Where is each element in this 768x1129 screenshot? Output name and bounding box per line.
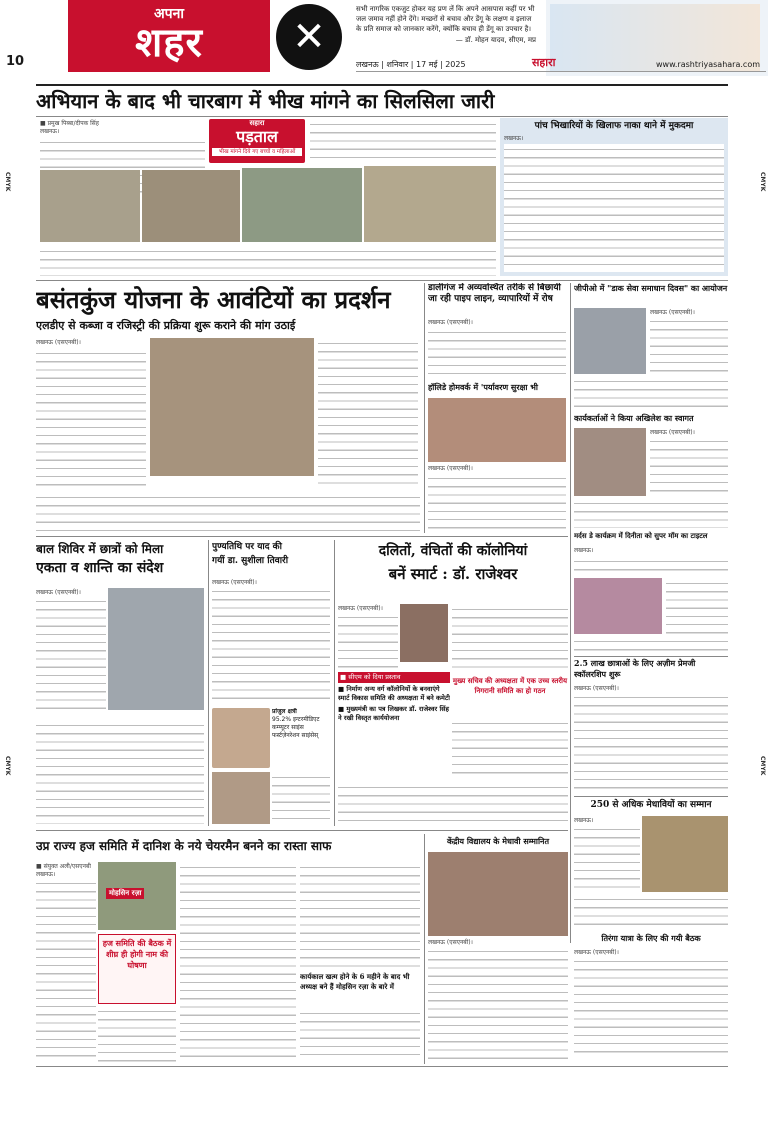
story2-col1: [36, 338, 146, 488]
story7-headline: मर्दस डे कार्यक्रम में दिनीता को सुपर मॉम का टाइटल: [574, 531, 708, 540]
story10-headline-line2: बनें स्मार्ट : डॉ. राजेश्वर: [388, 565, 518, 583]
story10-portrait: [400, 604, 448, 662]
section-logo: [68, 0, 270, 72]
section-logo-top: अपना: [153, 6, 185, 22]
x-social-icon: ✕: [276, 4, 342, 70]
story2-body-bottom: [36, 492, 420, 532]
story14-headline-wrap: [36, 834, 420, 860]
story15-headline-wrap: [428, 834, 568, 850]
story10-bullet2: ■ निर्माण अन्य वर्ग कॉलोनियों के बनवाएंगे स्मार्ट विकास समिति की अध्यक्षता में बने कमेटी: [338, 685, 450, 702]
story8-body-bottom: [36, 720, 204, 824]
story3-body-wrap: [428, 318, 566, 378]
story14-col1: [36, 862, 96, 1062]
story14-byline: ■ संयुक्त अली/एसएनबी: [36, 863, 91, 870]
divider: [574, 796, 728, 797]
story8-photo: [108, 588, 204, 710]
story6-headline-wrap: [574, 412, 728, 426]
story2-photo: [150, 338, 314, 476]
story5-col: [650, 308, 728, 374]
sahara-padtaal-badge: [209, 119, 305, 163]
story9-headline-line1: पुण्यतिथि पर याद की: [212, 542, 282, 552]
masthead: [0, 0, 768, 76]
story3-place: लखनऊ (एसएनबी)।: [428, 319, 473, 326]
bottom-rule: [36, 1066, 728, 1067]
story14-place: लखनऊ।: [36, 871, 56, 878]
story10-pullquote: मुख्य सचिव की अध्यक्षता में एक उच्च स्तरीय निगरानी समिति का हो गठन: [452, 676, 568, 695]
divider: [36, 830, 568, 831]
registration-mark: CMYK: [4, 756, 11, 776]
dateline: [356, 58, 766, 72]
story1-side-headline: पांच भिखारियों के खिलाफ नाका थाने में मुकदमा: [534, 121, 694, 131]
story15-photo: [428, 852, 568, 936]
story2-col3: [318, 338, 418, 488]
story1-sidebar: [500, 118, 728, 276]
story5-photo: [574, 308, 646, 374]
story10-body-bottom: [338, 782, 568, 826]
story14-col4-top: [300, 862, 420, 970]
story10-headline-line1: दलितों, वंचितों की कॉलोनियां: [378, 543, 528, 559]
story7-body-side: [666, 578, 728, 634]
story3-headline-wrap: [428, 283, 566, 317]
story11-body-wrap: [574, 684, 728, 794]
divider: [36, 280, 728, 281]
story7-place: लखनऊ।: [574, 547, 594, 554]
story5-body: [650, 316, 728, 374]
page-number: 10: [6, 54, 25, 69]
divider: [36, 116, 728, 117]
story13-headline-wrap: [574, 932, 728, 946]
story1-headline-wrap: [36, 88, 728, 114]
story1-byline: ■ प्रमुख पिब्बा/दीपक सिंह: [40, 120, 99, 127]
story5-headline-wrap: [574, 283, 728, 307]
story4-body: [428, 473, 566, 531]
story6-photo: [574, 428, 646, 496]
quote-box: [356, 4, 536, 45]
story8-headline-wrap: [36, 540, 204, 584]
registration-mark: CMYK: [4, 172, 11, 192]
story4-photo: [428, 398, 566, 462]
story6-body: [650, 436, 728, 496]
story15-headline: केंद्रीय विद्यालय के मेधावी सम्मानित: [446, 836, 550, 846]
story11-body: [574, 692, 728, 792]
story14-pullquote-wrap: [98, 934, 176, 1004]
story8-col1: [36, 588, 106, 718]
story11-place: लखनऊ (एसएनबी)।: [574, 685, 619, 692]
story14-body: [36, 878, 96, 1060]
story10-bullet3: ■ मुख्यमंत्री का पत्र लिखकर डॉ. राजेश्वर सिंह ने रखी विस्तृत कार्ययोजना: [338, 705, 449, 722]
story2-subhead-wrap: [36, 318, 420, 334]
story9-body-wrap: [212, 578, 330, 706]
story12-body: [574, 824, 640, 890]
story1-photo-3: [242, 168, 362, 242]
story4-place: लखनऊ (एसएनबी)।: [428, 465, 473, 472]
story13-place: लखनऊ (एसएनबी)।: [574, 949, 619, 956]
story9-body-bottom: [272, 772, 330, 824]
divider: [574, 656, 728, 657]
story13-body: [574, 956, 728, 1056]
quote-author: — डॉ. मोहन यादव, सीएम, मप्र: [455, 36, 536, 44]
story10-bullet1: ■ सीएम को दिया प्रस्ताव: [338, 672, 450, 683]
story10-col2-bottom: [452, 718, 568, 780]
story6-place: लखनऊ (एसएनबी)।: [650, 429, 695, 436]
story10-col2-top: [452, 604, 568, 674]
badge-main: पड़ताल: [236, 127, 278, 146]
story1-headline: अभियान के बाद भी चारबाग में भीख मांगने का सिलसिला जारी: [36, 89, 495, 113]
city-date: लखनऊ | शनिवार | 17 मई | 2025: [356, 60, 466, 69]
story11-headline: 2.5 लाख छात्राओं के लिए अज़ीम प्रेमजी स्कॉलरशिप शुरू: [574, 658, 696, 679]
story10-body: [338, 612, 398, 670]
story5-headline: जीपीओ में "डाक सेवा समाधान दिवस" का आयोजन: [574, 283, 728, 293]
story7-headline-wrap: [574, 530, 728, 544]
divider: [424, 834, 425, 1064]
story2-body: [36, 348, 146, 488]
story14-col3: [180, 862, 296, 1062]
story9-photo-2: [212, 772, 270, 824]
story1-side-place: लखनऊ।: [504, 135, 524, 142]
story9-photo-portrait: [212, 708, 270, 768]
story9-body: [212, 586, 330, 704]
story15-place: लखनऊ (एसएनबी)।: [428, 939, 473, 946]
story12-body-bottom: [574, 894, 728, 928]
top-rule: [36, 84, 728, 86]
story1-photo-1: [40, 170, 140, 242]
story10-bullets: [338, 672, 450, 778]
story1-body-col2: [310, 119, 496, 163]
story14-photo-sign: मोहसिन रज़ा: [106, 888, 144, 899]
story14-photo: [98, 862, 176, 930]
story4-headline-wrap: [428, 380, 566, 396]
badge-top: सहारा: [249, 119, 265, 127]
story8-place: लखनऊ (एसएनबी)।: [36, 589, 81, 596]
story10-intro: [338, 604, 398, 670]
story13-body-wrap: [574, 948, 728, 1058]
divider: [36, 536, 568, 537]
divider: [208, 540, 209, 826]
story4-headline: हॉलिडे होमवर्क में 'पर्यावरण सुरक्षा भी: [428, 382, 538, 392]
story6-headline: कार्यकर्ताओं ने किया अखिलेश का स्वागत: [574, 413, 694, 423]
story7-photo: [574, 578, 662, 634]
story10-place: लखनऊ (एसएनबी)।: [338, 605, 383, 612]
story10-headline-wrap: [338, 540, 568, 602]
story9-place: लखनऊ (एसएनबी)।: [212, 579, 257, 586]
story8-body: [36, 596, 106, 716]
registration-mark: CMYK: [759, 172, 766, 192]
story14-highlight: कार्यकाल खत्म होने के 6 महीने के बाद भी अध्यक्ष बने हैं मोहसिन रज़ा के बारे में: [300, 972, 410, 991]
divider: [334, 540, 335, 826]
story13-headline: तिरंगा यात्रा के लिए की गयी बैठक: [601, 933, 701, 943]
story9-caption-name: प्रांजुल क्षत्री: [272, 708, 297, 715]
story6-body-bottom: [574, 498, 728, 528]
story1-photo-4: [364, 166, 496, 242]
story1-photo-2: [142, 170, 240, 242]
story12-col: [574, 816, 640, 892]
story5-place: लखनऊ (एसएनबी)।: [650, 309, 695, 316]
story3-headline: डालीगंज में अव्यवस्थित तरीके से बिछायी जा रही पाइप लाइन, व्यापारियों में रोष: [428, 283, 561, 304]
story9-headline-wrap: [212, 540, 330, 576]
story12-place: लखनऊ।: [574, 817, 594, 824]
story12-headline: 250 से अधिक मेधावियों का सम्मान: [590, 800, 712, 810]
registration-mark: CMYK: [759, 756, 766, 776]
website-link[interactable]: www.rashtriyasahara.com: [655, 60, 760, 69]
story4-body-wrap: [428, 464, 566, 532]
story8-headline-line2: एकता व शान्ति का संदेश: [36, 560, 164, 576]
story1-side-body: [504, 144, 724, 272]
story2-place: लखनऊ (एसएनबी)।: [36, 339, 81, 346]
story14-pullquote: हज समिति की बैठक में शीघ्र ही होगी नाम की घोषणा: [102, 938, 172, 970]
story7-place-wrap: [574, 546, 642, 556]
story7-body: [574, 556, 728, 576]
quote-text: सभी नागरिक एकजुट होकर यह प्रण लें कि अपने आसपास कहीं पर भी जल जमाव नहीं होने देंगे। मच्छरों से बचाव और डेंगू के लक्षण व इलाज के प्रति समाज को जानकार करेंगे, क्योंकि बचाव ही डेंगू का उपचार है।: [356, 5, 535, 33]
story14-highlight-wrap: [300, 972, 420, 1006]
story11-headline-wrap: [574, 658, 728, 682]
story15-body: [428, 946, 568, 1060]
story8-headline-line1: बाल शिविर में छात्रों को मिला: [36, 542, 164, 556]
story2-headline-wrap: [36, 283, 420, 319]
story14-col4-bottom: [300, 1008, 420, 1062]
story14-col2-bottom: [98, 1006, 176, 1062]
story6-col: [650, 428, 728, 496]
divider: [570, 283, 571, 943]
story9-caption-detail: 95.2% इन्टरमीडिएट कम्प्यूटर साइंस फर्स्टज़ेनरेशन साइंसेस्: [272, 716, 320, 739]
badge-caption: भीख मांगने दिये गए बच्चों व महिलाओं: [212, 148, 302, 156]
story2-headline: बसंतकुंज योजना के आवंटियों का प्रदर्शन: [36, 285, 391, 314]
story9-headline-line2: गयीं डा. सुशीला तिवारी: [212, 556, 289, 566]
story15-body-wrap: [428, 938, 568, 1062]
section-logo-main: शहर: [135, 19, 203, 66]
story12-headline-wrap: [574, 798, 728, 814]
story1-place: लखनऊ।: [40, 128, 60, 135]
story1-body-bottom: [40, 246, 496, 276]
story9-caption: [272, 708, 330, 768]
divider: [424, 283, 425, 533]
story7-body-bottom: [574, 636, 728, 654]
story2-subhead: एलडीए से कब्जा व रजिस्ट्री की प्रक्रिया शुरू कराने की मांग उठाई: [36, 319, 296, 332]
story14-headline: उप्र राज्य हज समिति में दानिश के नये चेयरमैन बनने का रास्ता साफ: [36, 839, 332, 853]
paper-name: सहारा: [532, 56, 556, 69]
story5-body-bottom: [574, 376, 728, 410]
story3-body: [428, 327, 566, 378]
story12-photo: [642, 816, 728, 892]
story10-pullquote-wrap: [452, 676, 568, 716]
